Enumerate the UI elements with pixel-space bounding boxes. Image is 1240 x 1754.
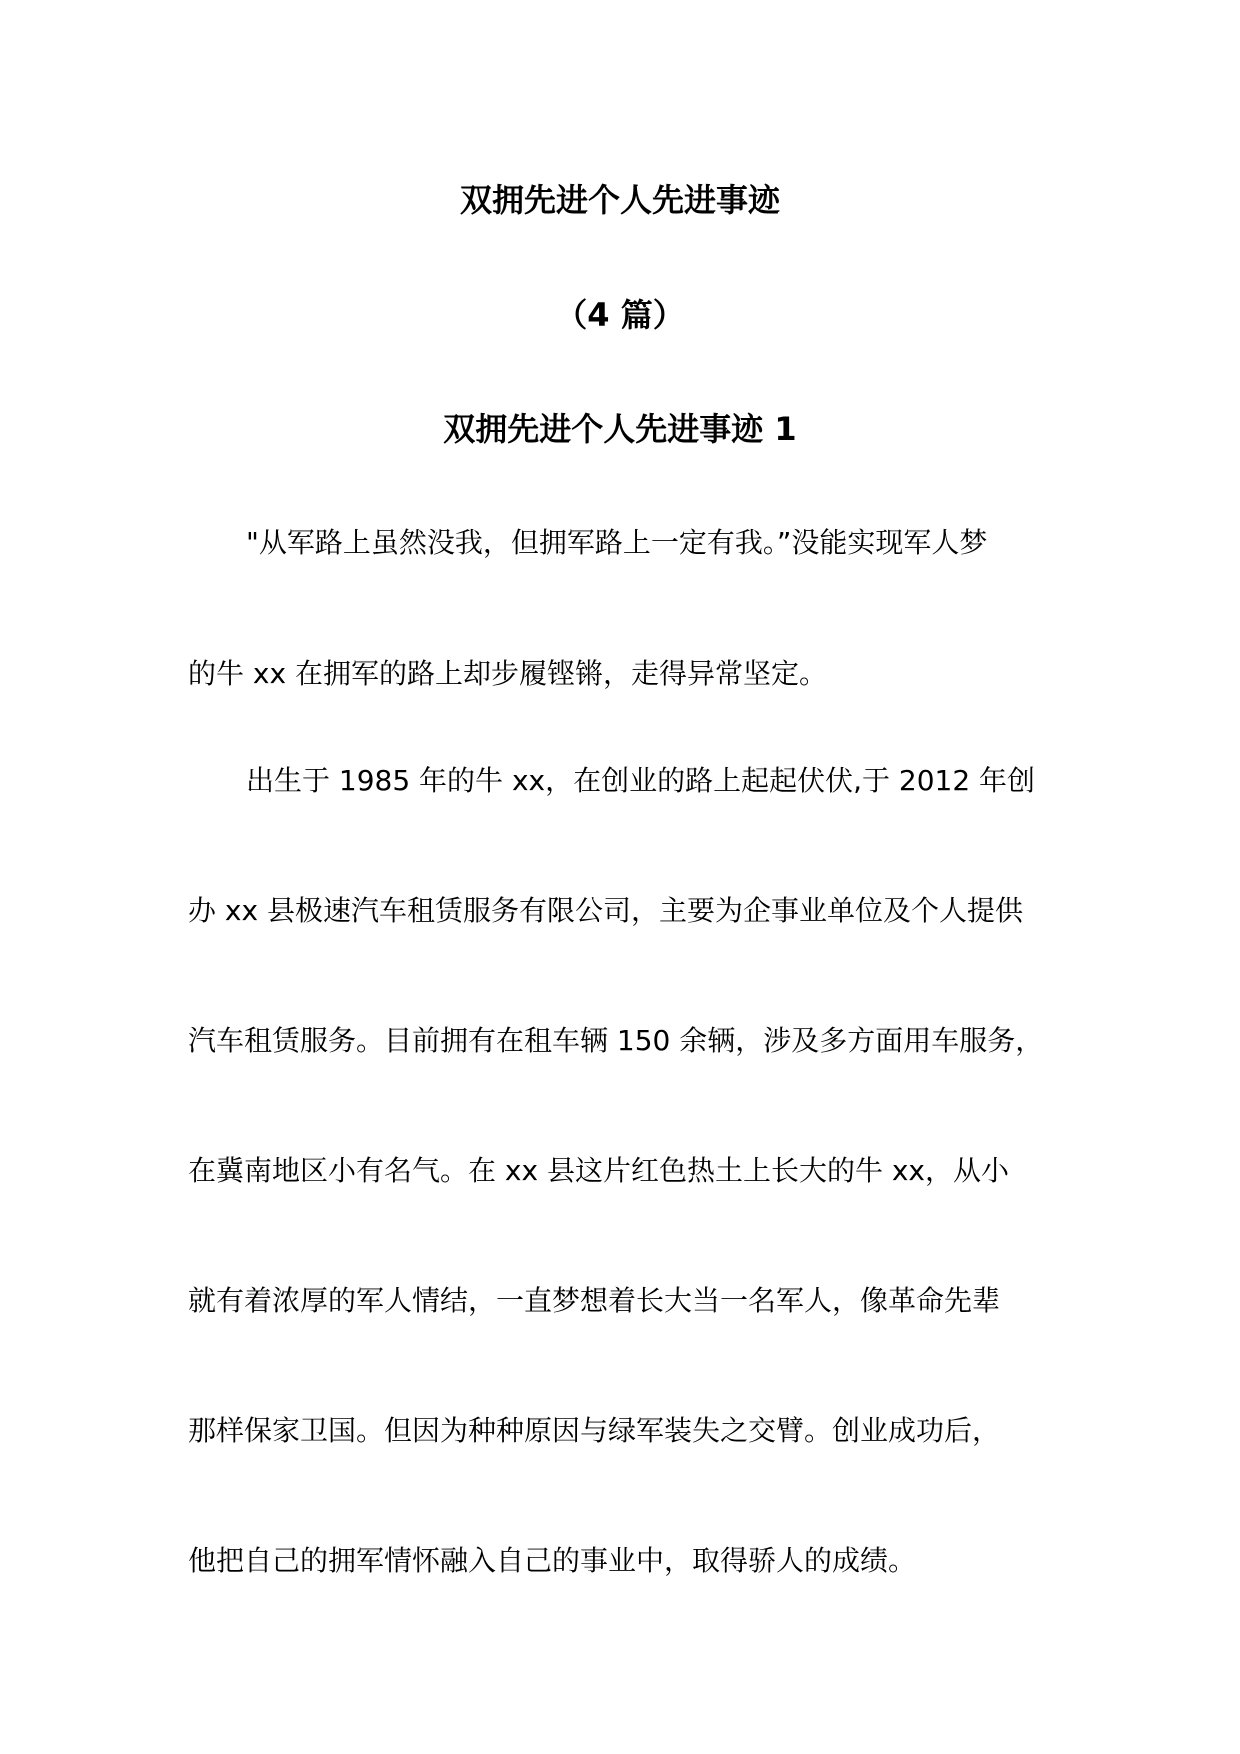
section-title: 双拥先进个人先进事迹 1 — [443, 410, 797, 448]
document-title: 双拥先进个人先进事迹 — [459, 181, 780, 219]
paragraph-line: 那样保家卫国。但因为种种原因与绿军装失之交臂。创业成功后， — [188, 1414, 1001, 1447]
document-count-label: （4 篇） — [555, 296, 685, 334]
paragraph-line: 汽车租赁服务。目前拥有在租车辆 150 余辆，涉及多方面用车服务， — [188, 1024, 1044, 1057]
paragraph-line: 的牛 xx 在拥军的路上却步履铿锵，走得异常坚定。 — [188, 657, 827, 690]
paragraph-line: 就有着浓厚的军人情结，一直梦想着长大当一名军人，像革命先辈 — [188, 1284, 1001, 1317]
paragraph-line: "从军路上虽然没我，但拥军路上一定有我。”没能实现军人梦 — [246, 526, 988, 559]
paragraph-line: 在冀南地区小有名气。在 xx 县这片红色热土上长大的牛 xx，从小 — [188, 1154, 1009, 1187]
paragraph-line: 出生于 1985 年的牛 xx，在创业的路上起起伏伏,于 2012 年创 — [246, 764, 1036, 797]
paragraph-line: 办 xx 县极速汽车租赁服务有限公司，主要为企事业单位及个人提供 — [188, 894, 1023, 927]
paragraph-line: 他把自己的拥军情怀融入自己的事业中，取得骄人的成绩。 — [188, 1544, 917, 1577]
